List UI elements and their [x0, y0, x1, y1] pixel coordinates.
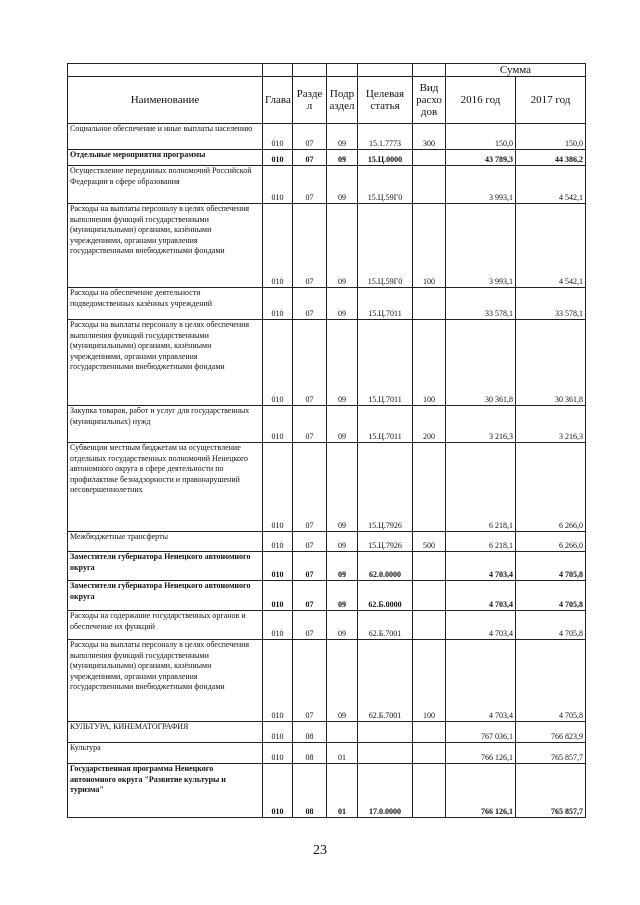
celevaya-cell: 15.1.7773	[358, 124, 413, 150]
table-row	[68, 722, 586, 743]
vid-cell: 100	[413, 640, 446, 722]
amount-2017-cell: 4 705,8	[516, 581, 586, 611]
podrazdel-cell: 09	[327, 166, 358, 204]
header-blank-glava	[263, 64, 293, 77]
name-cell: Заместители губернатора Ненецкого автономного округа	[68, 581, 263, 611]
razdel-cell: 07	[293, 288, 327, 320]
podrazdel-cell: 09	[327, 124, 358, 150]
podrazdel-cell: 09	[327, 611, 358, 640]
celevaya-cell: 62.Б.0000	[358, 581, 413, 611]
amount-2016-cell: 4 703,4	[446, 552, 516, 581]
amount-2016-cell: 3 993,1	[446, 204, 516, 288]
celevaya-cell: 15.Ц.7926	[358, 532, 413, 552]
amount-2016-cell: 766 126,1	[446, 743, 516, 764]
table-row	[68, 764, 586, 818]
razdel-cell: 07	[293, 320, 327, 406]
podrazdel-cell: 09	[327, 443, 358, 532]
name-cell: Отдельные мероприятия программы	[68, 150, 263, 166]
amount-2016-cell: 767 036,1	[446, 722, 516, 743]
celevaya-cell: 62.Б.7001	[358, 611, 413, 640]
table-row	[68, 150, 586, 166]
amount-2016-cell: 4 703,4	[446, 581, 516, 611]
budget-table	[67, 63, 586, 818]
header-summa: Сумма	[446, 64, 586, 77]
table-row	[68, 532, 586, 552]
amount-2016-cell: 6 218,1	[446, 443, 516, 532]
glava-cell: 010	[263, 581, 293, 611]
table-row	[68, 581, 586, 611]
razdel-cell: 07	[293, 124, 327, 150]
header-podrazdel: Подр аздел	[327, 77, 358, 124]
header-vid: Вид расхо дов	[413, 77, 446, 124]
amount-2017-cell: 44 386,2	[516, 150, 586, 166]
razdel-cell: 07	[293, 581, 327, 611]
podrazdel-cell	[327, 722, 358, 743]
header-blank-name	[68, 64, 263, 77]
glava-cell: 010	[263, 320, 293, 406]
table-row	[68, 743, 586, 764]
amount-2017-cell: 4 542,1	[516, 204, 586, 288]
glava-cell: 010	[263, 166, 293, 204]
glava-cell: 010	[263, 532, 293, 552]
header-blank-celevaya	[358, 64, 413, 77]
header-2016: 2016 год	[446, 77, 516, 124]
amount-2016-cell: 6 218,1	[446, 532, 516, 552]
header-celevaya: Целевая статья	[358, 77, 413, 124]
amount-2016-cell: 4 703,4	[446, 640, 516, 722]
vid-cell: 500	[413, 532, 446, 552]
razdel-cell: 08	[293, 764, 327, 818]
table-row	[68, 204, 586, 288]
podrazdel-cell: 09	[327, 552, 358, 581]
table-row	[68, 406, 586, 443]
celevaya-cell: 15.Ц.0000	[358, 150, 413, 166]
vid-cell: 200	[413, 406, 446, 443]
amount-2016-cell: 3 216,3	[446, 406, 516, 443]
celevaya-cell: 62.Б.7001	[358, 640, 413, 722]
amount-2017-cell: 6 266,0	[516, 443, 586, 532]
glava-cell: 010	[263, 743, 293, 764]
podrazdel-cell: 09	[327, 406, 358, 443]
amount-2016-cell: 766 126,1	[446, 764, 516, 818]
glava-cell: 010	[263, 722, 293, 743]
glava-cell: 010	[263, 552, 293, 581]
podrazdel-cell: 09	[327, 320, 358, 406]
celevaya-cell: 15.Ц.7011	[358, 288, 413, 320]
vid-cell: 300	[413, 124, 446, 150]
celevaya-cell: 15.Ц.59Г0	[358, 166, 413, 204]
table-row	[68, 166, 586, 204]
table-row	[68, 288, 586, 320]
glava-cell: 010	[263, 406, 293, 443]
vid-cell	[413, 743, 446, 764]
celevaya-cell: 15.Ц.59Г0	[358, 204, 413, 288]
table-row	[68, 611, 586, 640]
vid-cell	[413, 722, 446, 743]
table-row	[68, 443, 586, 532]
razdel-cell: 07	[293, 532, 327, 552]
celevaya-cell: 15.Ц.7011	[358, 320, 413, 406]
amount-2017-cell: 4 705,8	[516, 611, 586, 640]
name-cell: Расходы на выплаты персоналу в целях обеспечения выполнения функций государственными (муниципальными) органами, казёнными учреждениями, органами управления государственными внебюджетными фондами	[68, 320, 263, 406]
celevaya-cell: 17.0.0000	[358, 764, 413, 818]
name-cell: Государственная программа Ненецкого автономного округа "Развитие культуры и туризма"	[68, 764, 263, 818]
amount-2016-cell: 3 993,1	[446, 166, 516, 204]
glava-cell: 010	[263, 640, 293, 722]
razdel-cell: 07	[293, 611, 327, 640]
amount-2016-cell: 150,0	[446, 124, 516, 150]
razdel-cell: 07	[293, 443, 327, 532]
glava-cell: 010	[263, 204, 293, 288]
amount-2017-cell: 3 216,3	[516, 406, 586, 443]
header-name: Наименование	[68, 77, 263, 124]
glava-cell: 010	[263, 611, 293, 640]
header-razdel: Разде л	[293, 77, 327, 124]
amount-2016-cell: 43 789,3	[446, 150, 516, 166]
amount-2017-cell: 33 578,1	[516, 288, 586, 320]
name-cell: Расходы на обеспечение деятельности подведомственных казённых учреждений	[68, 288, 263, 320]
header-2017: 2017 год	[516, 77, 586, 124]
podrazdel-cell: 09	[327, 288, 358, 320]
podrazdel-cell: 01	[327, 764, 358, 818]
podrazdel-cell: 09	[327, 532, 358, 552]
name-cell: Социальное обеспечение и иные выплаты населению	[68, 124, 263, 150]
razdel-cell: 08	[293, 722, 327, 743]
header-glava: Глава	[263, 77, 293, 124]
razdel-cell: 07	[293, 552, 327, 581]
vid-cell	[413, 764, 446, 818]
name-cell: КУЛЬТУРА, КИНЕМАТОГРАФИЯ	[68, 722, 263, 743]
amount-2017-cell: 150,0	[516, 124, 586, 150]
header-blank-vid	[413, 64, 446, 77]
name-cell: Осуществление переданных полномочий Российской Федерации в сфере образования	[68, 166, 263, 204]
name-cell: Межбюджетные трансферты	[68, 532, 263, 552]
amount-2016-cell: 33 578,1	[446, 288, 516, 320]
vid-cell: 100	[413, 320, 446, 406]
glava-cell: 010	[263, 150, 293, 166]
razdel-cell: 07	[293, 640, 327, 722]
name-cell: Расходы на выплаты персоналу в целях обеспечения выполнения функций государственными (муниципальными) органами, казёнными учреждениями, органами управления государственными внебюджетными фондами	[68, 204, 263, 288]
amount-2016-cell: 30 361,8	[446, 320, 516, 406]
vid-cell: 100	[413, 204, 446, 288]
table-body	[68, 124, 586, 818]
table-row	[68, 552, 586, 581]
amount-2017-cell: 765 857,7	[516, 764, 586, 818]
name-cell: Субвенции местным бюджетам на осуществление отдельных государственных полномочий Ненецкого автономного округа в сфере деятельности по профилактике безнадзорности и правонарушений несовершеннолетних	[68, 443, 263, 532]
header-blank-podrazdel	[327, 64, 358, 77]
glava-cell: 010	[263, 288, 293, 320]
amount-2017-cell: 4 705,8	[516, 552, 586, 581]
vid-cell	[413, 150, 446, 166]
razdel-cell: 08	[293, 743, 327, 764]
vid-cell	[413, 443, 446, 532]
glava-cell: 010	[263, 443, 293, 532]
amount-2017-cell: 30 361,8	[516, 320, 586, 406]
amount-2017-cell: 6 266,0	[516, 532, 586, 552]
razdel-cell: 07	[293, 166, 327, 204]
name-cell: Расходы на содержание государственных органов и обеспечение их функций	[68, 611, 263, 640]
celevaya-cell	[358, 722, 413, 743]
name-cell: Культура	[68, 743, 263, 764]
amount-2017-cell: 4 705,8	[516, 640, 586, 722]
celevaya-cell: 62.0.0000	[358, 552, 413, 581]
vid-cell	[413, 166, 446, 204]
glava-cell: 010	[263, 764, 293, 818]
celevaya-cell: 15.Ц.7926	[358, 443, 413, 532]
podrazdel-cell: 09	[327, 640, 358, 722]
podrazdel-cell: 09	[327, 204, 358, 288]
podrazdel-cell: 01	[327, 743, 358, 764]
amount-2017-cell: 766 823,9	[516, 722, 586, 743]
podrazdel-cell: 09	[327, 150, 358, 166]
amount-2017-cell: 765 857,7	[516, 743, 586, 764]
celevaya-cell: 15.Ц.7011	[358, 406, 413, 443]
vid-cell	[413, 581, 446, 611]
amount-2017-cell: 4 542,1	[516, 166, 586, 204]
razdel-cell: 07	[293, 406, 327, 443]
vid-cell	[413, 552, 446, 581]
name-cell: Закупка товаров, работ и услуг для государственных (муниципальных) нужд	[68, 406, 263, 443]
podrazdel-cell: 09	[327, 581, 358, 611]
vid-cell	[413, 611, 446, 640]
amount-2016-cell: 4 703,4	[446, 611, 516, 640]
razdel-cell: 07	[293, 204, 327, 288]
celevaya-cell	[358, 743, 413, 764]
table-row	[68, 124, 586, 150]
table-row	[68, 320, 586, 406]
glava-cell: 010	[263, 124, 293, 150]
page-number: 23	[313, 843, 327, 858]
vid-cell	[413, 288, 446, 320]
razdel-cell: 07	[293, 150, 327, 166]
name-cell: Расходы на выплаты персоналу в целях обеспечения выполнения функций государственными (муниципальными) органами, казёнными учреждениями, органами управления государственными внебюджетными фондами	[68, 640, 263, 722]
header-blank-razdel	[293, 64, 327, 77]
name-cell: Заместители губернатора Ненецкого автономного округа	[68, 552, 263, 581]
table-row	[68, 640, 586, 722]
